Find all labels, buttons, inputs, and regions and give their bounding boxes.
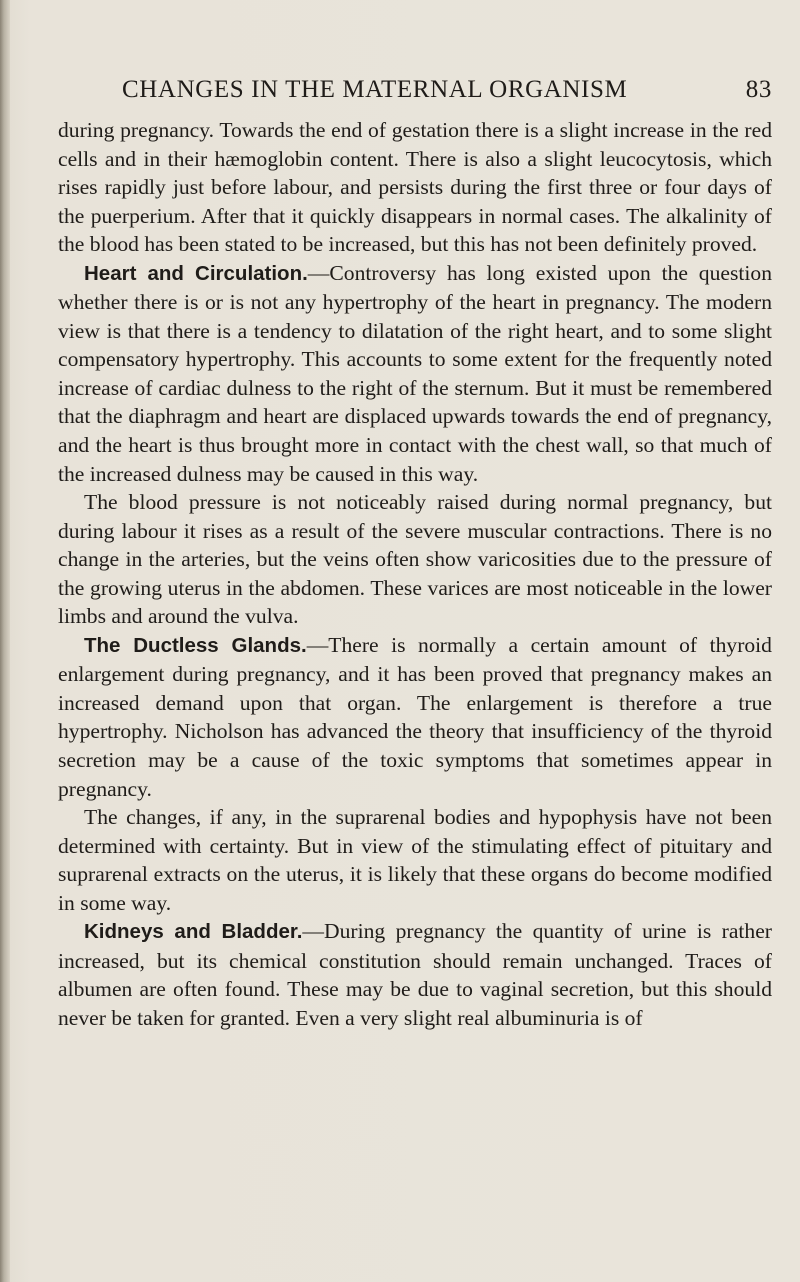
binding-edge xyxy=(0,0,10,1282)
paragraph-text: —During pregnancy the quantity of urine is rather increased, but its chemical constitution should remain unchanged. Traces of albumen are often found. These may be due to vaginal secretion, but this should never be taken for granted. Even a very slight real albuminuria is of xyxy=(58,919,772,1030)
paragraph-text: —There is normally a certain amount of thyroid enlargement during pregnancy, and it has been proved that pregnancy makes an increased demand upon that organ. The enlargement is therefore a true hypertrophy. Nicholson has advanced the theory that insufficiency of the thyroid secretion may be a cause of the toxic symptoms that sometimes appear in pregnancy. xyxy=(58,632,772,801)
paragraph-text: The changes, if any, in the suprarenal bodies and hypophysis have not been determined with certainty. But in view of the stimulating effect of pituitary and suprarenal extracts on the uterus, it is likely that these organs do become modified in some way. xyxy=(58,805,772,915)
section-heading: Heart and Circulation. xyxy=(84,261,308,285)
paragraph-text: The blood pressure is not noticeably raised during normal pregnancy, but during labour it rises as a result of the severe muscular contractions. There is no change in the arteries, but the veins often show varicosities due to the pressure of the growing uterus in the abdomen. These varices are most noticeable in the lower limbs and around the vulva. xyxy=(58,490,772,629)
paragraph-blood-changes xyxy=(58,116,772,259)
running-head xyxy=(122,76,772,112)
paragraph-kidneys-bladder xyxy=(58,917,772,1032)
paragraph-text: during pregnancy. Towards the end of gestation there is a slight increase in the red cells and in their hæmoglobin content. There is also a slight leucocytosis, which rises rapidly just before labour, and persists during the first three or four days of the puerperium. After that it quickly disappears in normal cases. The alkalinity of the blood has been stated to be increased, but this has not been definitely proved. xyxy=(58,118,772,257)
paragraph-blood-pressure xyxy=(58,488,772,631)
paragraph-ductless-glands xyxy=(58,631,772,803)
running-head-title: CHANGES IN THE MATERNAL ORGANISM xyxy=(122,76,628,103)
page-number: 83 xyxy=(745,76,772,103)
section-heading: Kidneys and Bladder. xyxy=(84,920,303,944)
body-text xyxy=(58,116,772,1033)
paragraph-heart-circulation xyxy=(58,259,772,488)
section-heading: The Ductless Glands. xyxy=(84,633,307,657)
paragraph-suprarenal xyxy=(58,803,772,917)
paragraph-text: —Controversy has long existed upon the question whether there is or is not any hypertrophy of the heart in pregnancy. The modern view is that there is a tendency to dilatation of the right heart, and to some slight compensatory hypertrophy. This accounts to some extent for the frequently noted increase of cardiac dulness to the right of the sternum. But it must be remembered that the diaphragm and heart are displaced upwards towards the end of pregnancy, and the heart is thus brought more in contact with the chest wall, so that much of the increased dulness may be caused in this way. xyxy=(58,260,772,486)
